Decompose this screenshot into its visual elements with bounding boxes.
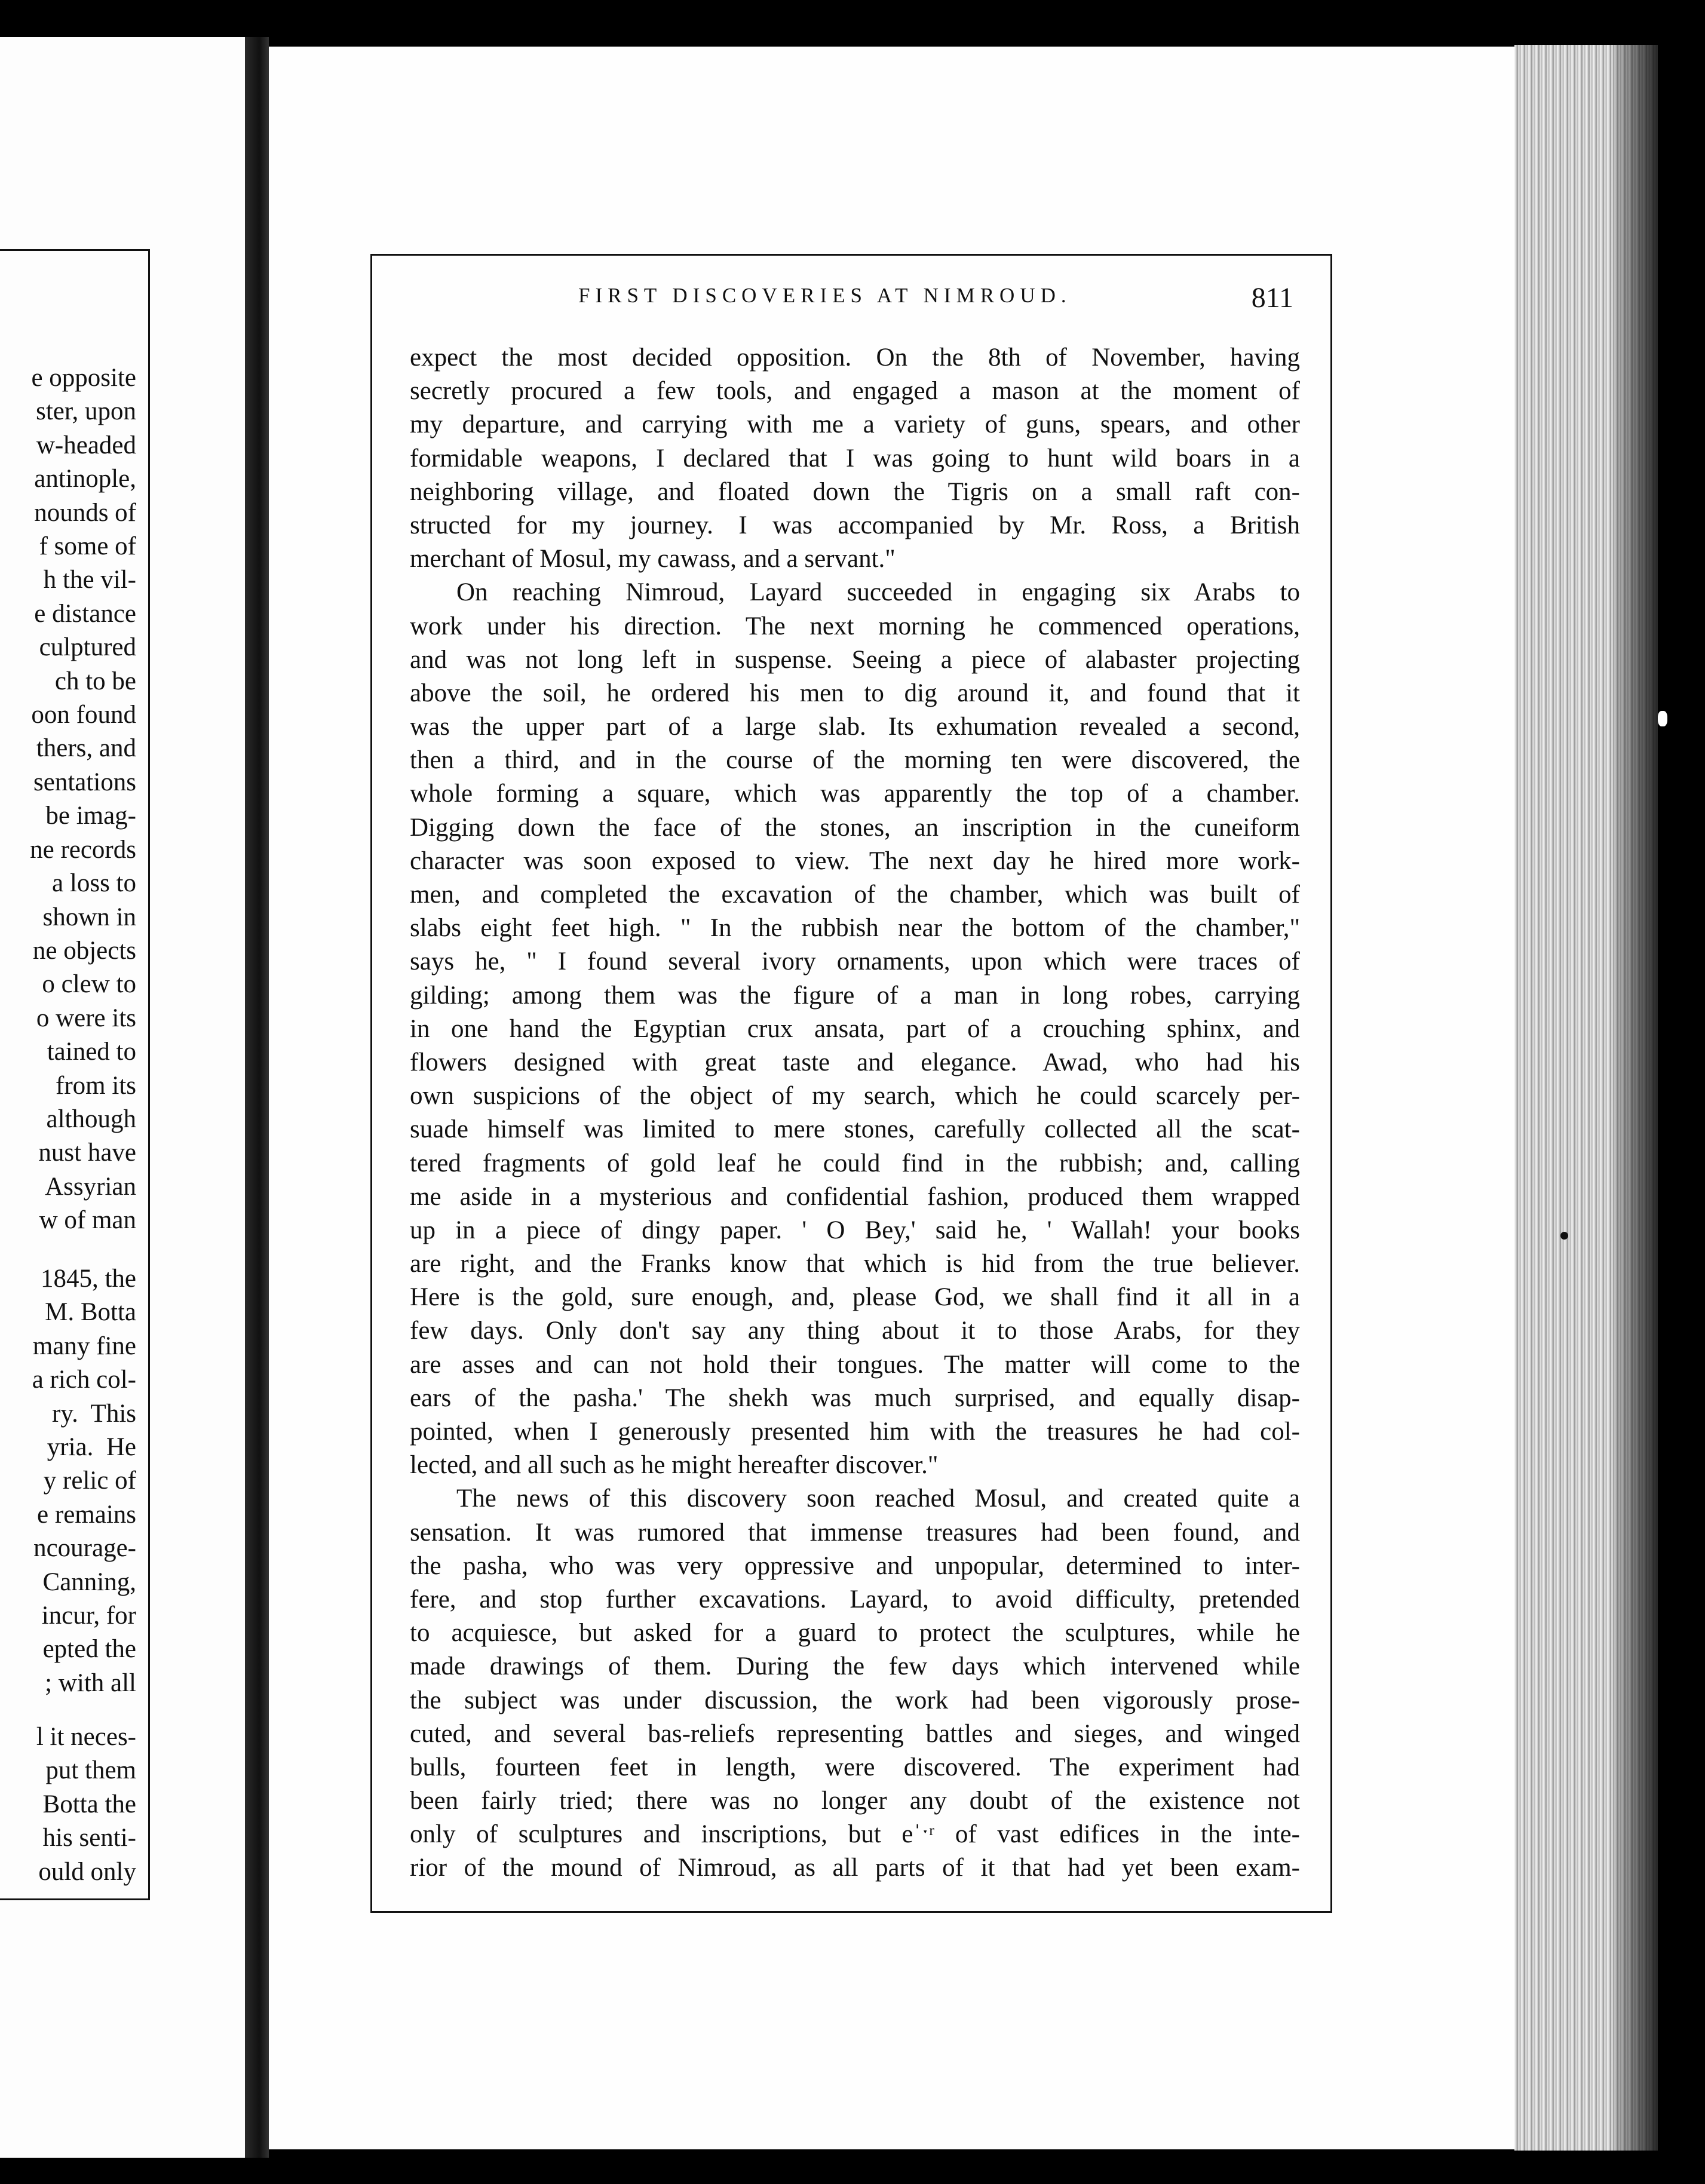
left-page-line: ch to be [54,667,136,695]
left-page-text-block-3 [36,1720,136,1889]
text-line: pointed, when I generously presented him with the treasures he had col- [410,1418,1300,1446]
text-line: my departure, and carrying with me a variety of guns, spears, and other [410,410,1300,439]
page-edges-shadow [1613,45,1658,2151]
text-line: the subject was under discussion, the work had been vigorously prose- [410,1686,1300,1714]
right-page-text-frame [370,254,1332,1913]
text-line: then a third, and in the course of the morning ten were discovered, the [410,746,1300,775]
left-page-line: ncourage- [33,1534,136,1563]
left-page-line: be imag- [39,802,136,830]
text-line: work under his direction. The next morning he commenced operations, [410,612,1300,640]
text-line: merchant of Mosul, my cawass, and a servant." [410,545,896,573]
text-line: neighboring village, and floated down the Tigris on a small raft con- [410,477,1300,506]
left-page-line: culptured [39,633,136,662]
left-page-line: ne records [30,835,136,864]
left-page-line: ne objects [32,936,136,965]
text-line: gilding; among them was the figure of a man in long robes, carrying [410,981,1300,1010]
text-line: own suspicions of the object of my search, which he could scarcely per- [410,1082,1300,1111]
text-line: sensation. It was rumored that immense treasures had been found, and [410,1518,1300,1547]
text-line: in one hand the Egyptian crux ansata, part of a crouching sphinx, and [410,1014,1300,1043]
running-head [372,284,1334,320]
left-page-line: 1845, the [40,1265,136,1293]
left-page-line: e distance [34,599,136,628]
text-line: slabs eight feet high. " In the rubbish near the bottom of the chamber," [410,914,1300,943]
left-page-line: from its [49,1071,136,1100]
left-page-line: epted the [42,1635,136,1664]
left-page-line: a loss to [45,869,136,898]
running-head-title: FIRST DISCOVERIES AT NIMROUD. [578,284,1072,307]
left-page-line: ; with all [45,1668,136,1697]
book-gutter [245,37,269,2158]
left-page-line: ould only [38,1857,136,1886]
left-page-line: ster, upon [36,397,136,426]
text-line: says he, " I found several ivory ornaments, upon which were traces of [410,947,1300,976]
left-facing-page [0,37,245,2158]
text-line: The news of this discovery soon reached Mosul, and created quite a [456,1484,1300,1513]
text-line: expect the most decided opposition. On the 8th of November, having [410,343,1300,372]
left-page-line: e remains [37,1500,136,1529]
left-page-line: nounds of [34,498,136,527]
text-line: Digging down the face of the stones, an inscription in the cuneiform [410,813,1300,842]
left-page-line: w-headed [36,431,136,459]
text-line: me aside in a mysterious and confidential fashion, produced them wrapped [410,1182,1300,1211]
left-page-line: h the vil- [43,566,136,594]
left-page-line: sentations [33,768,136,796]
left-page-line: y relic of [43,1467,136,1495]
left-page-text-frame [0,249,150,1900]
text-line: character was soon exposed to view. The next day he hired more work- [410,846,1300,875]
left-page-line: Assyrian [39,1172,136,1201]
text-line: suade himself was limited to mere stones, carefully collected all the scat- [410,1115,1300,1144]
paper-tear [1658,711,1667,726]
text-line: whole forming a square, which was apparently the top of a chamber. [410,780,1300,808]
left-page-text-block-2 [32,1262,136,1700]
left-page-line: o were its [36,1004,136,1032]
text-line: made drawings of them. During the few days which intervened while [410,1652,1300,1681]
left-page-line: w of man [39,1206,136,1235]
left-page-line: shown in [36,903,136,931]
left-page-line: e opposite [31,364,136,392]
text-line: are asses and can not hold their tongues. The matter will come to the [410,1350,1300,1379]
text-line: been fairly tried; there was no longer any doubt of the existence not [410,1787,1300,1815]
page-number: 811 [1251,282,1293,314]
left-page-line: ry. This [52,1399,136,1428]
left-page-line: put them [39,1756,136,1785]
text-line: secretly procured a few tools, and engaged a mason at the moment of [410,377,1300,406]
left-page-text-block-1 [30,361,136,1238]
left-page-line: antinople, [34,465,136,493]
text-line: bulls, fourteen feet in length, were discovered. The experiment had [410,1753,1300,1781]
body-text [410,341,1300,1885]
left-page-line: f some of [39,532,136,561]
left-page-line: l it neces- [36,1723,136,1751]
left-page-line: many fine [32,1332,136,1360]
left-page-line: yria. He [47,1433,136,1462]
left-page-line: Botta the [42,1790,136,1818]
text-line: men, and completed the excavation of the chamber, which was built of [410,881,1300,909]
ink-speck [1560,1232,1568,1240]
text-line: was the upper part of a large slab. Its exhumation revealed a second, [410,713,1300,741]
left-page-line: his senti- [36,1824,136,1852]
left-page-line: o clew to [42,970,136,999]
text-line: tered fragments of gold leaf he could find in the rubbish; and, calling [410,1149,1300,1177]
text-line: few days. Only don't say any thing about it to those Arabs, for they [410,1317,1300,1345]
left-page-line: tained to [47,1038,136,1066]
left-page-line: although [39,1105,136,1133]
left-page-line: Canning, [36,1568,136,1596]
left-page-line: oon found [31,701,136,729]
text-line: up in a piece of dingy paper. ' O Bey,' said he, ' Wallah! your books [410,1216,1300,1244]
text-line: cuted, and several bas-reliefs representing battles and sieges, and winged [410,1719,1300,1748]
text-line: fere, and stop further excavations. Layard, to avoid difficulty, pretended [410,1585,1300,1614]
text-line: to acquiesce, but asked for a guard to protect the sculptures, while he [410,1619,1300,1648]
left-page-line: incur, for [41,1602,136,1630]
text-line: and was not long left in suspense. Seeing a piece of alabaster projecting [410,645,1300,674]
left-page-line: thers, and [36,734,136,763]
text-line: above the soil, he ordered his men to dig around it, and found that it [410,679,1300,707]
text-line: the pasha, who was very oppressive and unpopular, determined to inter- [410,1551,1300,1580]
left-page-line: a rich col- [32,1366,136,1394]
left-page-line: M. Botta [45,1298,136,1327]
text-line: flowers designed with great taste and elegance. Awad, who had his [410,1048,1300,1076]
text-line: Here is the gold, sure enough, and, please God, we shall find it all in a [410,1283,1300,1312]
text-line: only of sculptures and inscriptions, but eˈˑʳ of vast edifices in the inte- [410,1820,1300,1849]
text-line: On reaching Nimroud, Layard succeeded in engaging six Arabs to [456,578,1300,607]
left-page-line: nust have [38,1139,136,1167]
text-line: structed for my journey. I was accompanied by Mr. Ross, a British [410,511,1300,539]
text-line: ears of the pasha.' The shekh was much surprised, and equally disap- [410,1384,1300,1412]
text-line: are right, and the Franks know that which is hid from the true believer. [410,1250,1300,1278]
text-line: rior of the mound of Nimroud, as all parts of it that had yet been exam- [410,1854,1300,1882]
text-line: formidable weapons, I declared that I was going to hunt wild boars in a [410,444,1300,473]
text-line: lected, and all such as he might hereafter discover." [410,1451,939,1480]
